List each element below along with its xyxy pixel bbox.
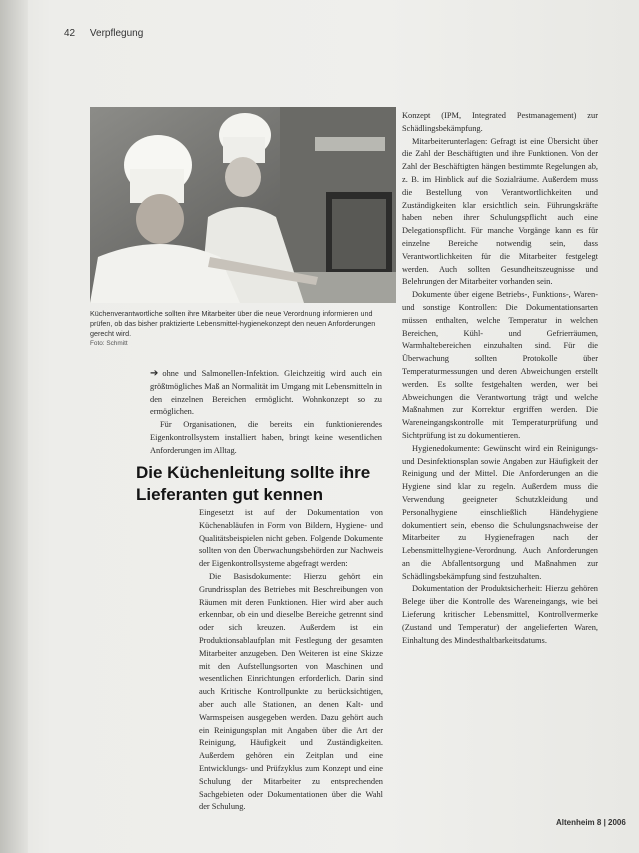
arrow-icon: ➔: [150, 368, 159, 379]
right-paragraph-4: Hygienedokumente: Gewünscht wird ein Reinigungs- und Desinfektionsplan sowie Angaben zur Häufigkeit der Reinigung und der Mittel. Die Anforderungen an die Hygiene sind klar zu regeln. Außerdem muss die Verwendung geeigneter Schutzkleidung und Personalhygiene einschließlich Händehygiene dokumentiert sein, ebenso die Schulungsnachweise der Mitarbeiter zu Hygienefragen nach der Lebensmittelhygiene-Verordnung. Auch Anforderungen an die Abfallentsorgung und Maßnahmen zur Schädlingsbekämpfung sind festzuhalten.: [402, 443, 598, 581]
body-paragraph-1: Eingesetzt ist auf der Dokumentation von Küchenabläufen in Form von Bildern, Hygiene- und Qualitätsbeispielen nicht geben. Folgende Dokumente sollten von den Überwachungsbehörden zur Nachweis der Eigenkontrollsysteme abgefragt werden:: [199, 508, 383, 569]
chefs-photo-illustration: [90, 107, 396, 303]
intro-paragraph-2: Für Organisationen, die bereits ein funktionierendes Eigenkontrollsystem installiert haben, bringt keine wesentlichen Anforderungen im Alltag.: [150, 420, 382, 455]
right-paragraph-1: Konzept (IPM, Integrated Pestmanagement) zur Schädlingsbekämpfung.: [402, 111, 598, 133]
middle-body-column: [199, 507, 383, 814]
middle-intro-column: [150, 368, 382, 458]
intro-paragraph-1: ➔ ohne und Salmonellen-Infektion. Gleichzeitig wird auch ein größtmögliches Maß an Normalität im Umgang mit Lebensmitteln in den einzelnen Bereichen ermöglicht. Wohnkonzept so zu ermöglichen.: [150, 368, 382, 417]
section-heading: Die Küchenleitung sollte ihre Lieferanten gut kennen: [136, 463, 371, 504]
page-number: 42: [64, 28, 76, 39]
running-header: [64, 28, 143, 39]
body-paragraph-2: Die Basisdokumente: Hierzu gehört ein Grundrissplan des Betriebes mit Beschreibungen von Räumen mit deren Funktionen. Hier wird aber auch erkennbar, ob ein und dieselbe Bereiche getrennt sind oder sich kreuzen. Außerdem ist ein Produktionsablaufplan mit Festlegung der gesamten Mitarbeiter anzugeben. Den Weiteren ist eine Skizze mit den Aufstellungsorten von Maschinen und wesentlichen Einrichtungen erforderlich. Darin sind auch Kritische Kontrollpunkte zu berücksichtigen, aber auch alle Stationen, an denen Kalt- und Warmspeisen ausgegeben werden. Dazu gehört auch ein Reinigungsplan mit Angaben über die Art der Reinigung, Häufigkeit und Zuständigkeiten. Außerdem gehören ein Zeitplan und eine Entwicklungs- und Prüfzyklus zum Konzept und eine Schulung der Mitarbeiter zu entsprechenden Sachgebieten oder Dokumentationen über die Wahl der Schulung.: [199, 571, 383, 812]
right-paragraph-3: Dokumente über eigene Betriebs-, Funktions-, Waren- und sonstige Kontrollen: Die Dokumentationsarten müssen enthalten, welche Temperatur in welchen Bereichen, Kühl- und Gefrierräumen, Warmhaltebereichen einzuhalten sind. Für die Überwachung sollten Protokolle über Temperaturmessungen und deren Abweichungen erstellt werden. Es sollte festgehalten werden, wer bei Abweichungen die Verantwortung trägt und welche Maßnahmen zur Korrektur ergriffen werden. Die Wareneingangskontrolle mit Temperaturprüfung und Sichtprüfung ist zu dokumentieren.: [402, 290, 598, 440]
page-spine-shadow: [0, 0, 28, 853]
photo-caption: [90, 309, 396, 349]
page-footer: Altenheim 8 | 2006: [556, 818, 626, 827]
right-paragraph-5: Dokumentation der Produktsicherheit: Hierzu gehören Belege über die Kontrolle des Wareneingangs, wie bei Lieferung kritischer Lebensmittel, Kontrollvermerke (Zustand und Temperatur) der angelieferten Waren, Einhaltung des Mindesthaltbarkeitsdatums.: [402, 584, 598, 645]
section-title: Verpflegung: [89, 28, 144, 39]
right-paragraph-2: Mitarbeiterunterlagen: Gefragt ist eine Übersicht über die Zahl der Beschäftigten und ihre Funktionen. Von der Zahl der Beschäftigten hängen bestimmte Regelungen ab, z. B. im Hinblick auf die Sozialräume. Außerdem muss die Bestellung von Verantwortlichkeiten und Zuständigkeiten klar ersichtlich sein. Führungskräfte haben neben ihrer Schulungspflicht auch eine Delegationspflicht. Für manche Vorgänge kann es für einzelne Bereiche notwendig sein, dass Verantwortlichkeiten für die Mitarbeiter festgelegt werden. Auch sollten Gesundheitszeugnisse und Belehrungen der Mitarbeiter vorhanden sein.: [402, 136, 598, 287]
chefs-photo: [90, 107, 396, 303]
right-column: [402, 110, 598, 647]
caption-text: Küchenverantwortliche sollten ihre Mitarbeiter über die neue Verordnung informieren und prüfen, ob das bisher praktizierte Lebensmittel-hygienekonzept den neuen Anforderungen gerecht wird.: [90, 309, 376, 338]
photo-credit: Foto: Schmitt: [90, 340, 128, 347]
